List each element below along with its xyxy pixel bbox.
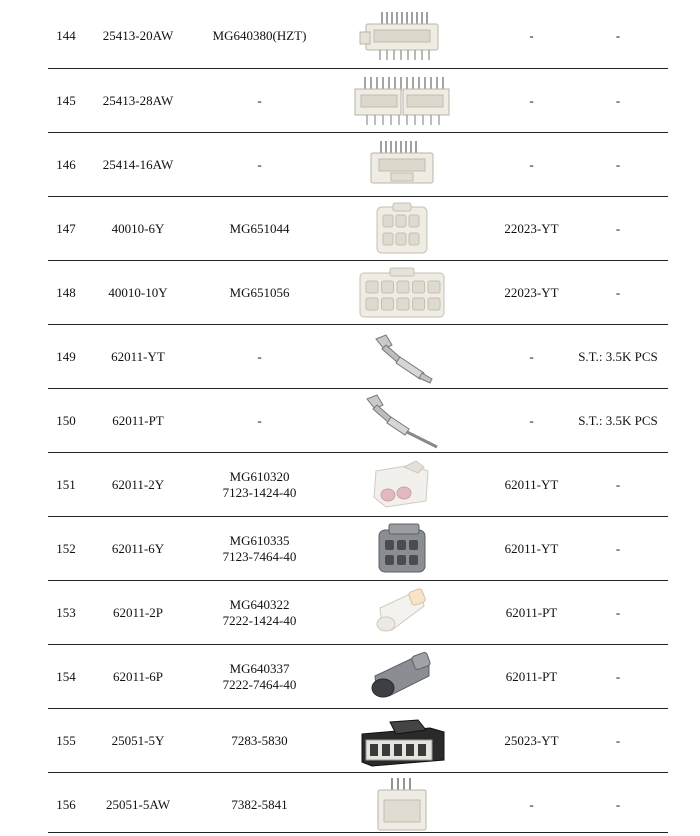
- table-row: [48, 68, 668, 132]
- cross-reference-line: MG640337: [229, 660, 290, 676]
- note: -: [615, 92, 621, 108]
- cross-reference: [192, 325, 327, 388]
- white-sealed-2pin-plug-icon: [327, 581, 477, 644]
- note: -: [615, 220, 621, 236]
- mating-terminal: -: [529, 796, 534, 812]
- item-number: 155: [56, 732, 76, 748]
- table-row: [48, 644, 668, 708]
- mating-terminal: -: [529, 156, 534, 172]
- part-number: 62011-YT: [111, 348, 165, 364]
- part-number: 25413-28AW: [102, 92, 174, 108]
- cross-reference: [192, 69, 327, 132]
- white-sealed-2pin-housing-icon: [327, 453, 477, 516]
- table-row: [48, 4, 668, 67]
- part-number: 40010-10Y: [108, 284, 168, 300]
- white-housing-6pin-icon: [327, 197, 477, 260]
- mating-terminal: -: [529, 348, 534, 364]
- mating-terminal: -: [529, 92, 534, 108]
- item-number: 149: [56, 348, 76, 364]
- note: -: [615, 540, 621, 556]
- cross-reference-line: 7222-7464-40: [222, 676, 297, 692]
- cross-reference-line: 7382-5841: [231, 796, 288, 812]
- cross-reference-line: MG610335: [229, 532, 290, 548]
- cross-reference-line: 7283-5830: [231, 732, 288, 748]
- item-number: 148: [56, 284, 76, 300]
- note: -: [615, 476, 621, 492]
- table-row: [48, 132, 668, 196]
- cross-reference-line: MG651044: [229, 220, 290, 236]
- mating-terminal: 62011-YT: [504, 476, 559, 492]
- cross-reference: [192, 261, 327, 324]
- item-number: 145: [56, 92, 76, 108]
- part-number: 62011-6P: [112, 668, 164, 684]
- part-number: 25414-16AW: [102, 156, 174, 172]
- mating-terminal: 62011-PT: [505, 668, 558, 684]
- item-number: 146: [56, 156, 76, 172]
- cross-reference-line: MG640322: [229, 596, 290, 612]
- table-bottom-rule: [48, 832, 668, 833]
- white-pcb-header-5pin-icon: [327, 773, 477, 836]
- cross-reference: [192, 517, 327, 580]
- item-number: 153: [56, 604, 76, 620]
- part-number: 62011-PT: [112, 412, 164, 428]
- black-housing-5pin-icon: [327, 709, 477, 772]
- cross-reference-line: MG610320: [229, 468, 290, 484]
- cross-reference-line: 7222-1424-40: [222, 612, 297, 628]
- mating-terminal: -: [529, 27, 534, 43]
- white-pcb-header-28pin-icon: [327, 69, 477, 132]
- cross-reference-line: -: [257, 156, 262, 172]
- note: S.T.: 3.5K PCS: [578, 412, 658, 428]
- note: -: [615, 668, 621, 684]
- item-number: 152: [56, 540, 76, 556]
- white-housing-10pin-icon: [327, 261, 477, 324]
- item-number: 151: [56, 476, 76, 492]
- female-terminal-icon: [327, 325, 477, 388]
- item-number: 147: [56, 220, 76, 236]
- note: -: [615, 796, 621, 812]
- part-number: 62011-2P: [112, 604, 164, 620]
- note: -: [615, 604, 621, 620]
- cross-reference-line: -: [257, 412, 262, 428]
- cross-reference-line: 7123-1424-40: [222, 484, 297, 500]
- table-row: [48, 580, 668, 644]
- cross-reference: [192, 389, 327, 452]
- gray-sealed-6pin-plug-icon: [327, 645, 477, 708]
- table-row: [48, 388, 668, 452]
- gray-sealed-6pin-housing-icon: [327, 517, 477, 580]
- table-row: [48, 260, 668, 324]
- cross-reference: [192, 709, 327, 772]
- table-row: [48, 452, 668, 516]
- part-number: 62011-2Y: [111, 476, 165, 492]
- cross-reference-line: MG640380(HZT): [212, 27, 307, 43]
- white-pcb-header-20pin-icon: [327, 4, 477, 67]
- cross-reference-line: -: [257, 348, 262, 364]
- item-number: 144: [56, 27, 76, 43]
- cross-reference: [192, 4, 327, 67]
- table-row: [48, 772, 668, 836]
- male-terminal-icon: [327, 389, 477, 452]
- mating-terminal: 62011-PT: [505, 604, 558, 620]
- mating-terminal: 22023-YT: [504, 220, 559, 236]
- cross-reference: [192, 133, 327, 196]
- item-number: 156: [56, 796, 76, 812]
- note: S.T.: 3.5K PCS: [578, 348, 658, 364]
- note: -: [615, 284, 621, 300]
- table-row: [48, 708, 668, 772]
- part-number: 25413-20AW: [102, 27, 174, 43]
- mating-terminal: -: [529, 412, 534, 428]
- white-pcb-header-16pin-icon: [327, 133, 477, 196]
- part-number: 25051-5Y: [111, 732, 165, 748]
- cross-reference-line: MG651056: [229, 284, 290, 300]
- item-number: 150: [56, 412, 76, 428]
- note: -: [615, 156, 621, 172]
- item-number: 154: [56, 668, 76, 684]
- part-number: 25051-5AW: [106, 796, 170, 812]
- mating-terminal: 25023-YT: [504, 732, 559, 748]
- table-row: [48, 516, 668, 580]
- cross-reference: [192, 773, 327, 836]
- cross-reference: [192, 645, 327, 708]
- cross-reference: [192, 197, 327, 260]
- table-row: [48, 324, 668, 388]
- mating-terminal: 22023-YT: [504, 284, 559, 300]
- cross-reference-line: -: [257, 92, 262, 108]
- note: -: [615, 732, 621, 748]
- table-row: [48, 196, 668, 260]
- cross-reference: [192, 581, 327, 644]
- cross-reference-line: 7123-7464-40: [222, 548, 297, 564]
- cross-reference: [192, 453, 327, 516]
- mating-terminal: 62011-YT: [504, 540, 559, 556]
- part-number: 40010-6Y: [111, 220, 165, 236]
- part-number: 62011-6Y: [111, 540, 165, 556]
- note: -: [615, 27, 621, 43]
